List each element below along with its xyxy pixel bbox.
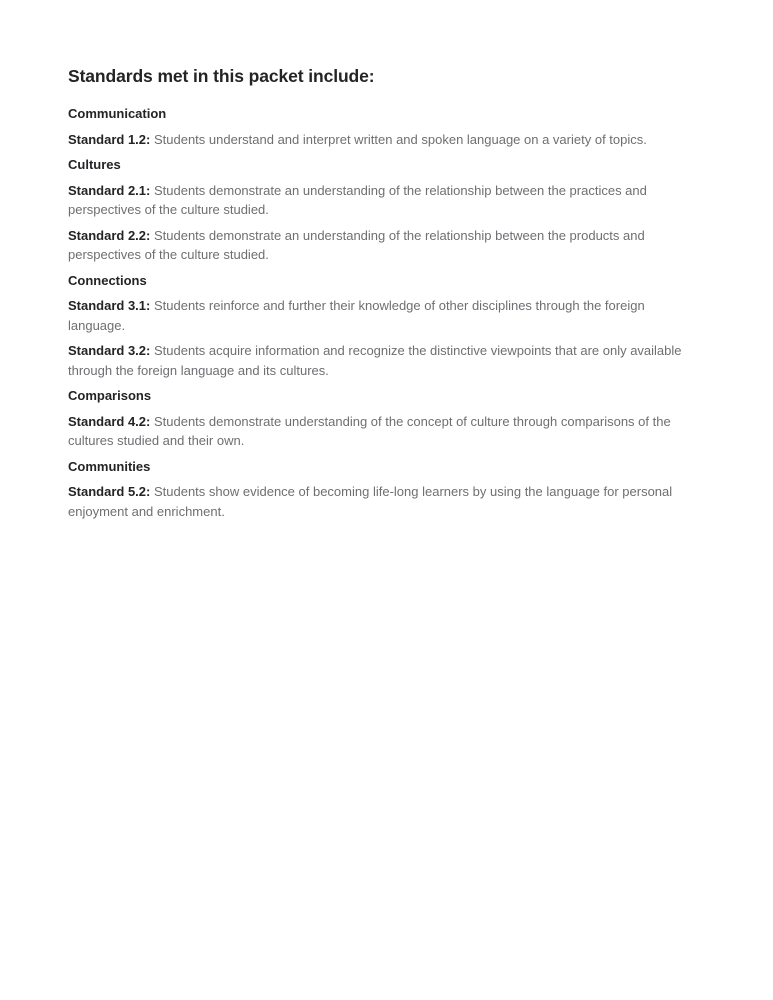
standard-text: Students demonstrate an understanding of the relationship between the practices and perspectives of the culture studied. [68,182,647,217]
section-heading-comparisons: Comparisons [68,388,152,403]
section-heading-communities: Communities [68,458,151,474]
standard-label: Standard 1.2: [68,131,151,147]
standard-text: Students understand and interpret written and spoken language on a variety of topics. [153,131,647,147]
standard-paragraph [68,482,696,521]
standard-label: Standard 3.2: [68,343,151,358]
page-title: Standards met in this packet include: [68,66,375,86]
standard-text: Students acquire information and recognize the distinctive viewpoints that are only available through the foreign language and its cultures. [68,343,682,378]
standard-label: Standard 2.2: [68,227,151,243]
standard-text: Students show evidence of becoming life-long learners by using the language for personal enjoyment and enrichment. [68,484,673,519]
document-content [68,64,696,521]
standard-text: Students demonstrate an understanding of the relationship between the products and perspectives of the culture studied. [68,227,645,262]
section-heading-communication: Communication [68,106,167,121]
standard-paragraph [68,341,696,380]
standard-label: Standard 3.1: [68,298,151,313]
standard-label: Standard 4.2: [68,413,151,429]
standard-paragraph [68,130,696,150]
standard-text: Students demonstrate understanding of the concept of culture through comparisons of the cultures studied and their own. [68,413,671,448]
section-heading-cultures: Cultures [68,157,121,172]
standard-paragraph [68,181,696,220]
standard-paragraph [68,296,696,335]
standard-paragraph [68,226,696,265]
section-heading-connections: Connections [68,272,147,288]
standard-label: Standard 5.2: [68,484,151,499]
standard-label: Standard 2.1: [68,182,151,198]
standard-paragraph [68,412,696,451]
standard-text: Students reinforce and further their knowledge of other disciplines through the foreign language. [68,298,645,333]
